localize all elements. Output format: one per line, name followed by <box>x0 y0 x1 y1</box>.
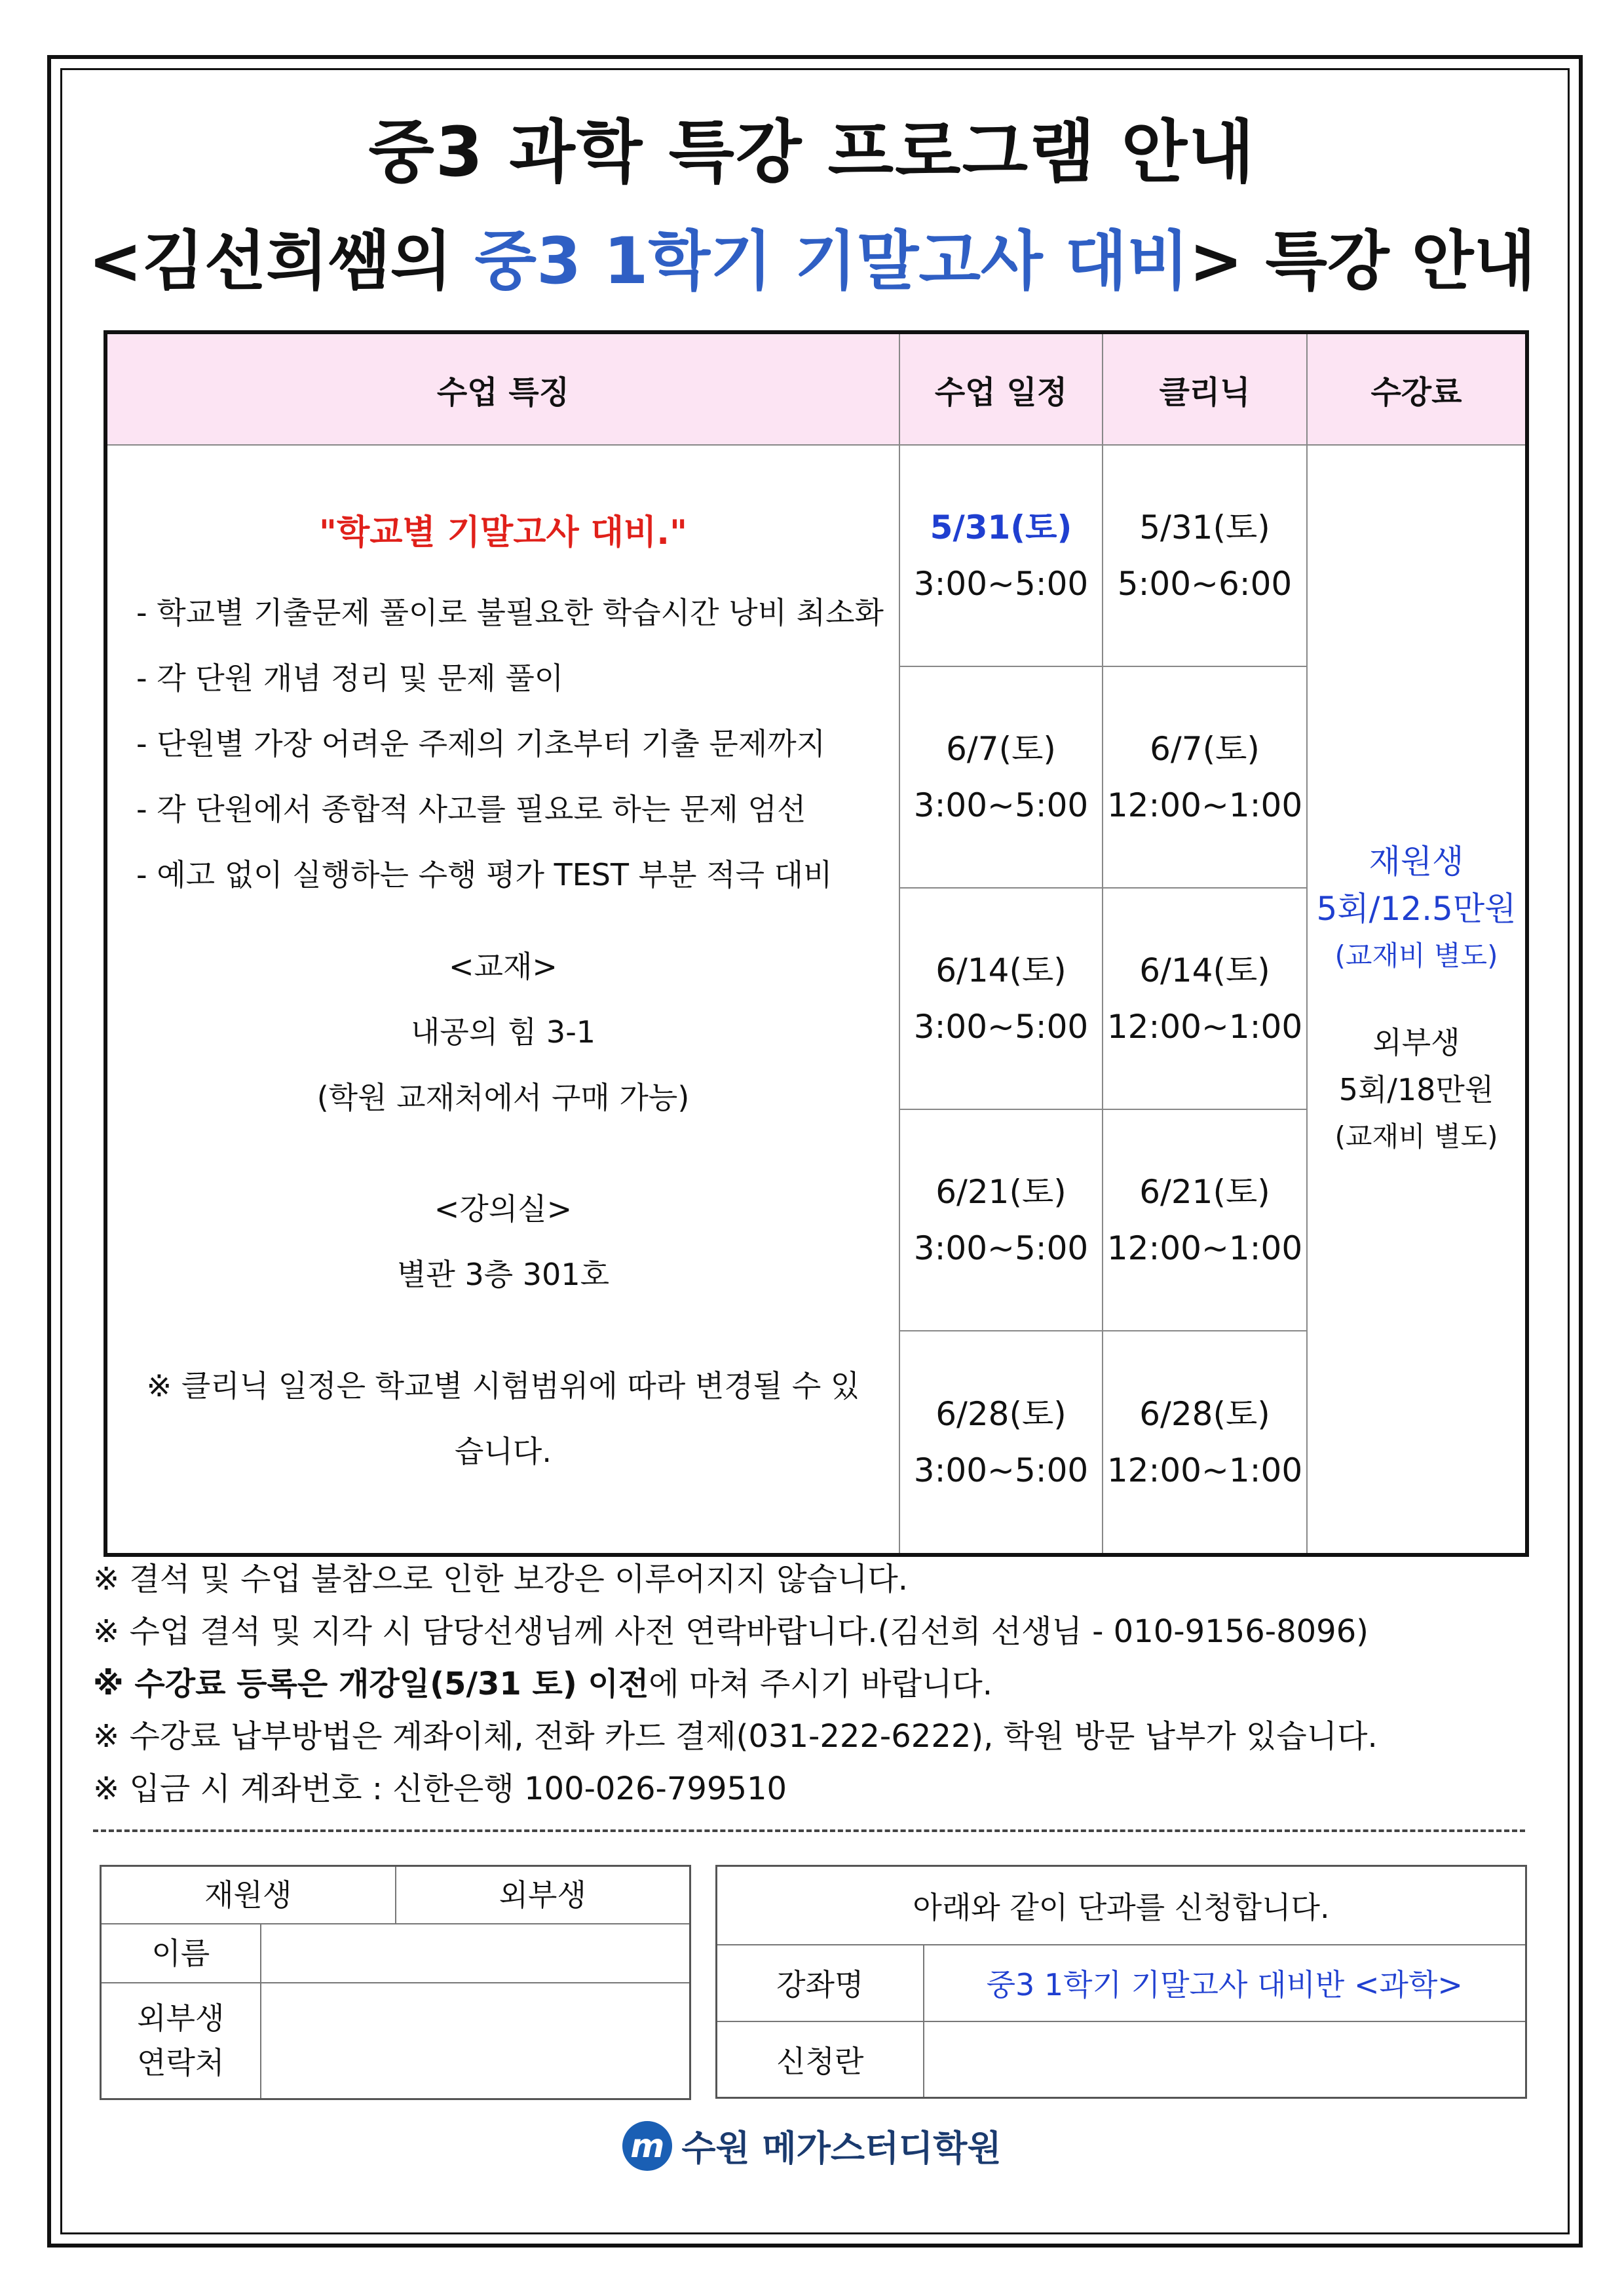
room-name: 별관 3층 301호 <box>396 1257 610 1292</box>
fee-outsider-note: (교재비 별도) <box>1334 1120 1498 1153</box>
page-subtitle <box>0 210 1624 302</box>
clinic-time: 5:00~6:00 <box>1117 565 1293 603</box>
apply-label: 신청란 <box>717 2021 924 2098</box>
class-date: 6/28(토) <box>935 1395 1067 1433</box>
fee-member-label: 재원생 <box>1369 843 1464 881</box>
class-schedule-cell <box>899 445 1103 666</box>
feature-bullet: - 각 단원에서 종합적 사고를 필요로 하는 문제 엄선 <box>136 792 806 827</box>
subtitle-suffix: > 특강 안내 <box>1189 224 1536 299</box>
course-value: 중3 1학기 기말고사 대비반 <과학> <box>924 1945 1526 2021</box>
applicant-form <box>100 1865 691 2100</box>
clinic-schedule-cell <box>1103 445 1307 666</box>
fee-cell <box>1307 445 1527 1555</box>
class-time: 3:00~5:00 <box>913 1008 1089 1046</box>
notice-bold: ※ 수강료 등록은 개강일(5/31 토) 이전 <box>93 1666 649 1702</box>
clinic-date: 6/21(토) <box>1139 1173 1270 1211</box>
notice-item: ※ 결석 및 수업 불참으로 인한 보강은 이루어지지 않습니다. <box>93 1561 909 1598</box>
fee-outsider-price: 5회/18만원 <box>1338 1072 1494 1107</box>
header-fee: 수강료 <box>1307 332 1527 445</box>
fee-member-note: (교재비 별도) <box>1334 940 1498 972</box>
apply-field[interactable] <box>924 2021 1526 2098</box>
contact-field[interactable] <box>261 1983 690 2099</box>
class-date: 5/31(토) <box>930 508 1072 546</box>
clinic-note: ※ 클리닉 일정은 학교별 시험범위에 따라 변경될 수 있습니다. <box>146 1368 860 1469</box>
clinic-date: 6/7(토) <box>1150 730 1260 768</box>
class-time: 3:00~5:00 <box>913 1229 1089 1267</box>
clinic-date: 6/14(토) <box>1139 951 1270 989</box>
application-header: 아래와 같이 단과를 신청합니다. <box>717 1866 1526 1945</box>
class-schedule-cell <box>899 666 1103 888</box>
clinic-time: 12:00~1:00 <box>1106 1451 1303 1489</box>
name-field[interactable] <box>261 1924 690 1983</box>
cut-line <box>93 1829 1525 1832</box>
academy-logo-icon: m <box>622 2121 672 2171</box>
feature-bullet: - 단원별 가장 어려운 주제의 기초부터 기출 문제까지 <box>136 726 826 761</box>
clinic-date: 5/31(토) <box>1139 508 1270 546</box>
class-date: 6/21(토) <box>935 1173 1067 1211</box>
fee-outsider-label: 외부생 <box>1372 1025 1460 1060</box>
notice-item: ※ 수강료 납부방법은 계좌이체, 전화 카드 결제(031-222-6222), 학원 방문 납부가 있습니다. <box>93 1718 1378 1755</box>
outsider-option[interactable]: 외부생 <box>396 1866 690 1924</box>
textbook-name: 내공의 힘 3-1 <box>410 1014 596 1050</box>
textbook-title: <교재> <box>449 949 557 984</box>
fee-member-price: 5회/12.5만원 <box>1316 890 1517 928</box>
header-schedule: 수업 일정 <box>899 332 1103 445</box>
class-time: 3:00~5:00 <box>913 565 1089 603</box>
feature-bullet: - 예고 없이 실행하는 수행 평가 TEST 부분 적극 대비 <box>136 857 833 892</box>
class-schedule-cell <box>899 1331 1103 1555</box>
feature-headline: "학교별 기말고사 대비." <box>318 513 688 552</box>
clinic-schedule-cell <box>1103 1109 1307 1331</box>
class-time: 3:00~5:00 <box>913 1451 1089 1489</box>
clinic-date: 6/28(토) <box>1139 1395 1270 1433</box>
class-schedule-cell <box>899 1109 1103 1331</box>
subtitle-prefix: <김선희쌤의 <box>88 224 475 299</box>
class-date: 6/14(토) <box>935 951 1067 989</box>
application-form <box>715 1865 1527 2099</box>
feature-bullet: - 학교별 기출문제 풀이로 불필요한 학습시간 낭비 최소화 <box>136 595 884 630</box>
feature-list <box>136 580 899 908</box>
class-time: 3:00~5:00 <box>913 786 1089 824</box>
room-title: <강의실> <box>434 1191 573 1227</box>
notice-list <box>93 1553 1378 1815</box>
clinic-time: 12:00~1:00 <box>1106 1008 1303 1046</box>
notice-item: ※ 수업 결석 및 지각 시 담당선생님께 사전 연락바랍니다.(김선희 선생님 - 010-9156-8096) <box>93 1613 1369 1650</box>
contact-label: 외부생 연락처 <box>101 1983 261 2099</box>
academy-name: 수원 메가스터디학원 <box>681 2128 1002 2169</box>
program-table <box>104 330 1529 1557</box>
class-date: 6/7(토) <box>946 730 1056 768</box>
header-clinic: 클리닉 <box>1103 332 1307 445</box>
notice-item <box>93 1658 1378 1710</box>
member-option[interactable]: 재원생 <box>101 1866 396 1924</box>
feature-bullet: - 각 단원 개념 정리 및 문제 풀이 <box>136 660 564 696</box>
header-features: 수업 특징 <box>105 332 899 445</box>
features-cell <box>105 445 899 1555</box>
notice-item: ※ 입금 시 계좌번호 : 신한은행 100-026-799510 <box>93 1770 787 1807</box>
clinic-schedule-cell <box>1103 666 1307 888</box>
course-label: 강좌명 <box>717 1945 924 2021</box>
class-schedule-cell <box>899 888 1103 1109</box>
clinic-schedule-cell <box>1103 1331 1307 1555</box>
clinic-time: 12:00~1:00 <box>1106 1229 1303 1267</box>
academy-logo <box>0 2120 1624 2171</box>
notice-rest: 에 마쳐 주시기 바랍니다. <box>649 1666 992 1702</box>
subtitle-highlight: 중3 1학기 기말고사 대비 <box>474 224 1190 299</box>
page-title: 중3 과학 특강 프로그램 안내 <box>368 112 1256 192</box>
clinic-schedule-cell <box>1103 888 1307 1109</box>
name-label: 이름 <box>101 1924 261 1983</box>
clinic-time: 12:00~1:00 <box>1106 786 1303 824</box>
textbook-note: (학원 교재처에서 구매 가능) <box>316 1080 690 1115</box>
table-header-row <box>105 332 1527 445</box>
table-row <box>105 445 1527 666</box>
